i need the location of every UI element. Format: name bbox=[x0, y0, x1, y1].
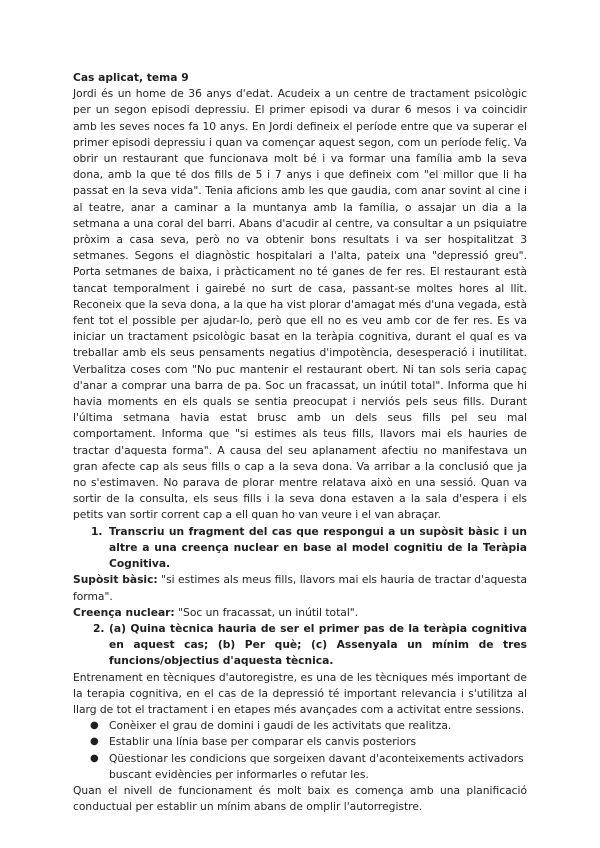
list-item-text: Establir una línia base per comparar els canvis posteriors bbox=[109, 735, 417, 749]
bullet-icon: ● bbox=[90, 752, 99, 764]
list-item-text: Qüestionar les condicions que sorgeixen davant d'aconteixements activadors buscant evidències per informarles o refutar les. bbox=[109, 751, 524, 781]
list-item bbox=[73, 751, 527, 783]
bullet-icon: ● bbox=[90, 736, 99, 748]
closing-paragraph: Quan el nivell de funcionament és molt baix es comença amb una planificació conductual per establir un mínim abans de omplir l'autorregistre. bbox=[73, 783, 527, 814]
question-1 bbox=[73, 524, 527, 573]
document-title: Cas aplicat, tema 9 bbox=[73, 71, 189, 84]
list-item bbox=[73, 734, 527, 750]
list-item bbox=[73, 718, 527, 734]
case-description: Jordi és un home de 36 anys d'edat. Acudeix a un centre de tractament psicològic per un segon episodi depressiu. El primer episodi va durar 6 mesos i va coincidir amb les seves noces fa 10 anys. En Jordi defineix el període entre que va superar el primer episodi depressiu i quan va començar aquest segon, com un període feliç. Va obrir un restaurant que funcionava molt bé i va formar una família amb la seva dona, amb la que té dos fills de 5 i 7 anys i que defineix com "el millor que li ha passat en la seva vida". Tenia aficions amb les que gaudia, com anar sovint al cine i al teatre, anar a caminar a la muntanya amb la família, o assajar un dia a la setmana a una coral del barri. Abans d'acudir al centre, va consultar a un psiquiatre pròxim a casa seva, però no va obtenir bons resultats i va ser hospitalitzat 3 setmanes. Segons el diagnòstic hospitalari a l'alta, pateix una "depressió greu". Porta setmanes de baixa, i pràcticament no té ganes de fer res. El restaurant està tancat temporalment i gairebé no surt de casa, passant-se moltes hores al llit. Reconeix que la seva dona, a la que ha vist plorar d'amagat més d'una vegada, està fent tot el possible per ajudar-lo, però que ell no es veu amb cor de fer res. Es va iniciar un tractament psicològic basat en la teràpia cognitiva, durant el qual es va treballar amb els seus pensaments negatius d'impotència, desesperació i inutilitat. Verbalitza coses com "No puc mantenir el restaurant obert. Ni tan sols seria capaç d'anar a comprar una barra de pa. Soc un fracassat, un inútil total". Informa que hi havia moments en els quals se sentia preocupat i nerviós pels seus fills. Durant l'última setmana havia estat brusc amb un dels seus fills pel seu mal comportament. Informa que "si estimes als teus fills, llavors mai els hauries de tractar d'aquesta forma". A causa del seu aplanament afectiu no manifestava un gran afecte cap als seus fills o cap a la seva dona. Va arribar a la conclusió que ja no s'estimaven. No parava de plorar mentre relatava això en una sessió. Quan va sortir de la consulta, els seus fills i la seva dona estaven a la sala d'espera i els petits van sortir corrent cap a ell quan ho van veure i el van abraçar. bbox=[73, 87, 527, 522]
question-2-number: 2. bbox=[93, 621, 105, 635]
answer-creenca bbox=[73, 605, 527, 621]
answer-suposit bbox=[73, 572, 527, 604]
question-2-text: (a) Quina tècnica hauria de ser el primer pas de la teràpia cognitiva en aquest cas; (b) Per què; (c) Assenyala un mínim de tres funcions/objectius d'aquesta tècnica. bbox=[109, 621, 527, 668]
suposit-text: "si estimes als meus fills, llavors mai els hauria de tractar d'aquesta forma". bbox=[73, 573, 527, 603]
question-list-1 bbox=[73, 524, 527, 573]
question-2 bbox=[73, 621, 527, 670]
document-page bbox=[73, 70, 527, 815]
suposit-label: Supòsit bàsic: bbox=[73, 573, 158, 587]
creenca-text: "Soc un fracassat, un inútil total". bbox=[178, 605, 359, 619]
answer-2-intro: Entrenament en tècniques d'autoregistre, es una de les tècniques més important de la terapia cognitiva, en el cas de la depressió té important relevancia i s'utilitza al llarg de tot el tractament i en etapes més avançades com a activitat entre sessions. bbox=[73, 670, 527, 716]
creenca-label: Creença nuclear: bbox=[73, 605, 175, 619]
question-1-number: 1. bbox=[91, 524, 103, 538]
question-1-text: Transcriu un fragment del cas que respongui a un supòsit bàsic i un altre a una creença nuclear en base al model cognitiu de la Teràpia Cognitiva. bbox=[109, 524, 527, 571]
bullet-list bbox=[73, 718, 527, 783]
bullet-icon: ● bbox=[90, 720, 99, 732]
question-list-2 bbox=[73, 621, 527, 670]
list-item-text: Conèixer el grau de domini i gaudi de les activitats que realitza. bbox=[109, 719, 452, 733]
